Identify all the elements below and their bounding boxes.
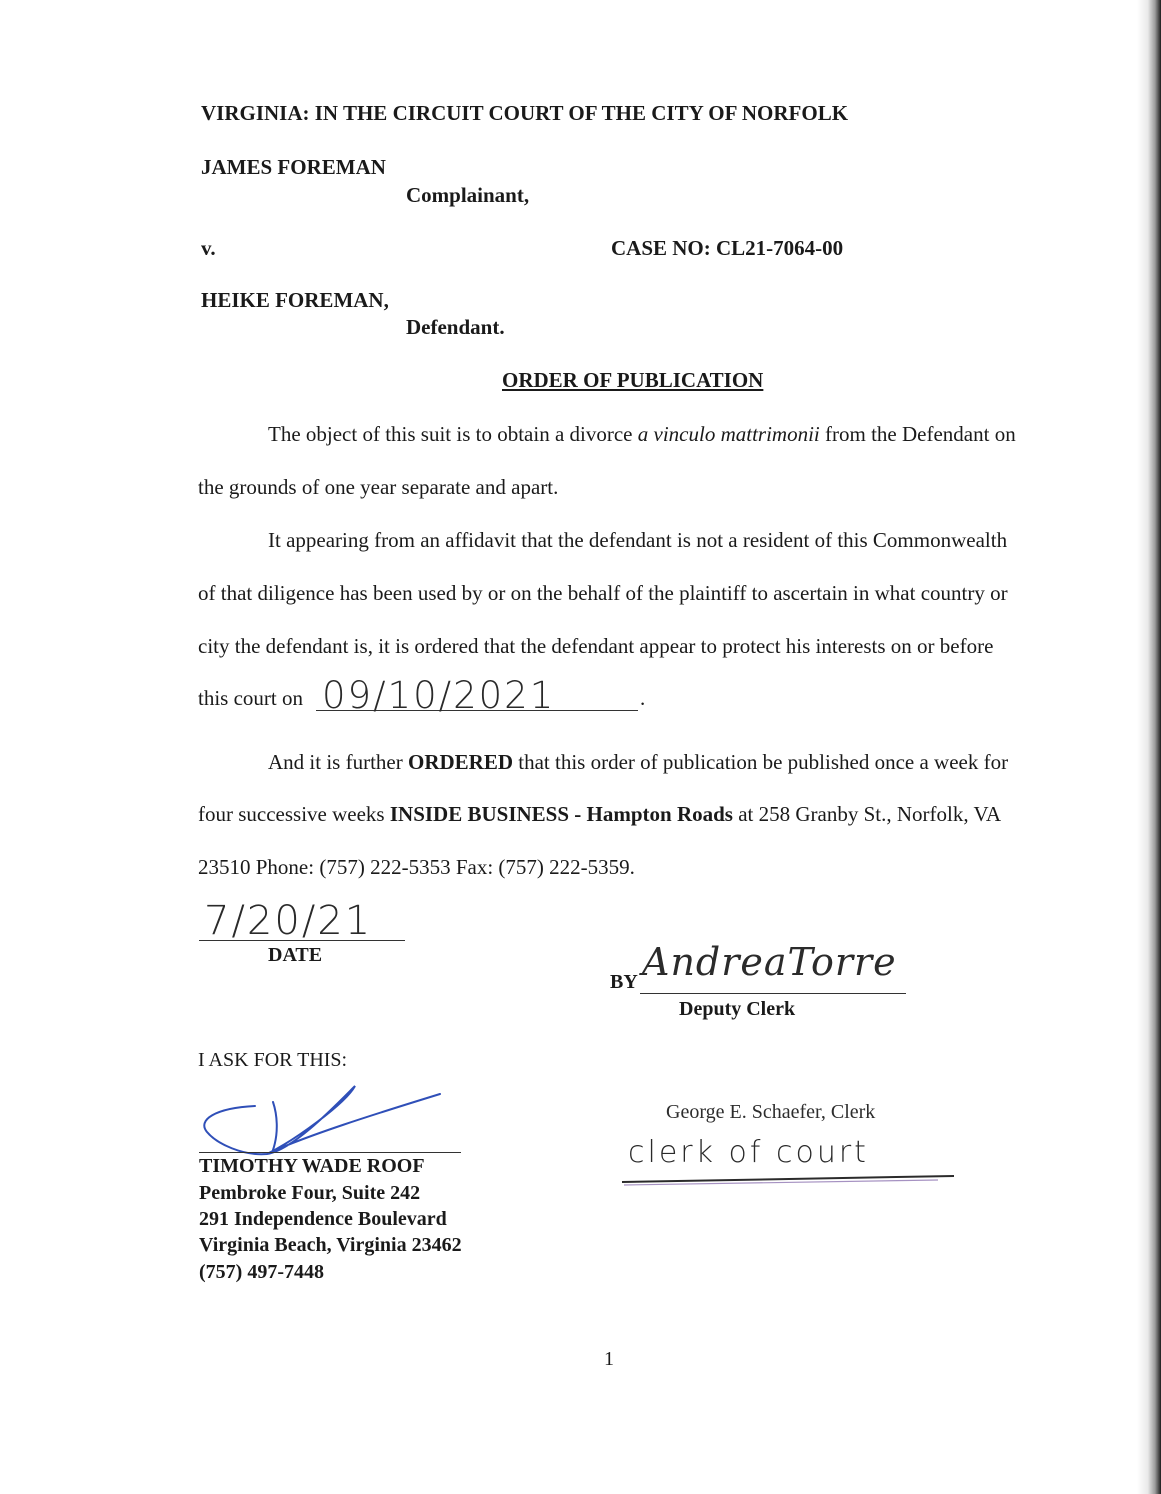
paragraph2-line4-prefix: this court on	[198, 686, 303, 710]
paragraph2-line2: of that diligence has been used by or on the behalf of the plaintiff to ascertain in what country or	[198, 581, 1008, 605]
paragraph2-line4-suffix: .	[640, 686, 646, 710]
scan-page-edge	[1137, 0, 1161, 1494]
attorney-signature-line	[199, 1152, 461, 1153]
case-number: CASE NO: CL21-7064-00	[611, 236, 844, 260]
ordered-emphasis: ORDERED	[407, 750, 513, 774]
paragraph1-line1	[268, 422, 1016, 447]
deputy-clerk-label: Deputy Clerk	[679, 998, 796, 1020]
handwritten-appearance-date: 09/10/2021	[322, 674, 556, 717]
paragraph3-text-c: four successive weeks	[198, 802, 390, 826]
date-label: DATE	[268, 944, 323, 966]
attorney-address-line2: 291 Independence Boulevard	[199, 1208, 447, 1230]
court-heading: VIRGINIA: IN THE CIRCUIT COURT OF THE CITY OF NORFOLK	[201, 101, 849, 125]
handwritten-clerk-title: clerk of court	[628, 1135, 869, 1170]
plaintiff-role: Complainant,	[406, 183, 530, 207]
attorney-phone: (757) 497-7448	[199, 1261, 324, 1283]
paragraph3-line1	[268, 750, 1008, 775]
paragraph1-line2: the grounds of one year separate and apart.	[198, 475, 559, 499]
versus: v.	[201, 236, 216, 260]
attorney-address-line3: Virginia Beach, Virginia 23462	[199, 1234, 462, 1256]
latin-term: a vinculo mattrimonii	[637, 422, 820, 446]
paragraph2-line3: city the defendant is, it is ordered that the defendant appear to protect his interests on or before	[198, 634, 994, 658]
deputy-clerk-signature: AndreaTorre	[642, 940, 897, 984]
clerk-name: George E. Schaefer, Clerk	[666, 1101, 876, 1123]
paragraph3-line3: 23510 Phone: (757) 222-5353 Fax: (757) 222-5359.	[198, 855, 635, 879]
handwritten-date: 7/20/21	[204, 898, 373, 944]
paragraph3-text-a: And it is further	[268, 750, 408, 774]
paragraph3-text-b: that this order of publication be published once a week for	[513, 750, 1009, 774]
document-title: ORDER OF PUBLICATION	[502, 368, 764, 392]
paragraph1-text-a: The object of this suit is to obtain a divorce	[268, 422, 638, 446]
page-number: 1	[604, 1348, 614, 1370]
clerk-signature-line	[640, 993, 906, 994]
paragraph2-line1: It appearing from an affidavit that the defendant is not a resident of this Commonwealth	[268, 528, 1008, 552]
clerk-title-underline	[618, 1168, 958, 1188]
publication-name: INSIDE BUSINESS - Hampton Roads	[389, 802, 733, 826]
ask-for-this-label: I ASK FOR THIS:	[198, 1049, 348, 1071]
attorney-name: TIMOTHY WADE ROOF	[199, 1155, 425, 1177]
plaintiff-name: JAMES FOREMAN	[201, 155, 386, 179]
paragraph1-text-b: from the Defendant on	[819, 422, 1016, 446]
paragraph3-text-d: at 258 Granby St., Norfolk, VA	[732, 802, 1002, 826]
attorney-signature	[195, 1080, 445, 1160]
paragraph3-line2	[198, 802, 1001, 827]
by-label: BY	[610, 971, 638, 993]
defendant-name: HEIKE FOREMAN,	[201, 288, 389, 312]
defendant-role: Defendant.	[406, 315, 505, 339]
attorney-address-line1: Pembroke Four, Suite 242	[199, 1182, 421, 1204]
date-line	[199, 940, 405, 941]
